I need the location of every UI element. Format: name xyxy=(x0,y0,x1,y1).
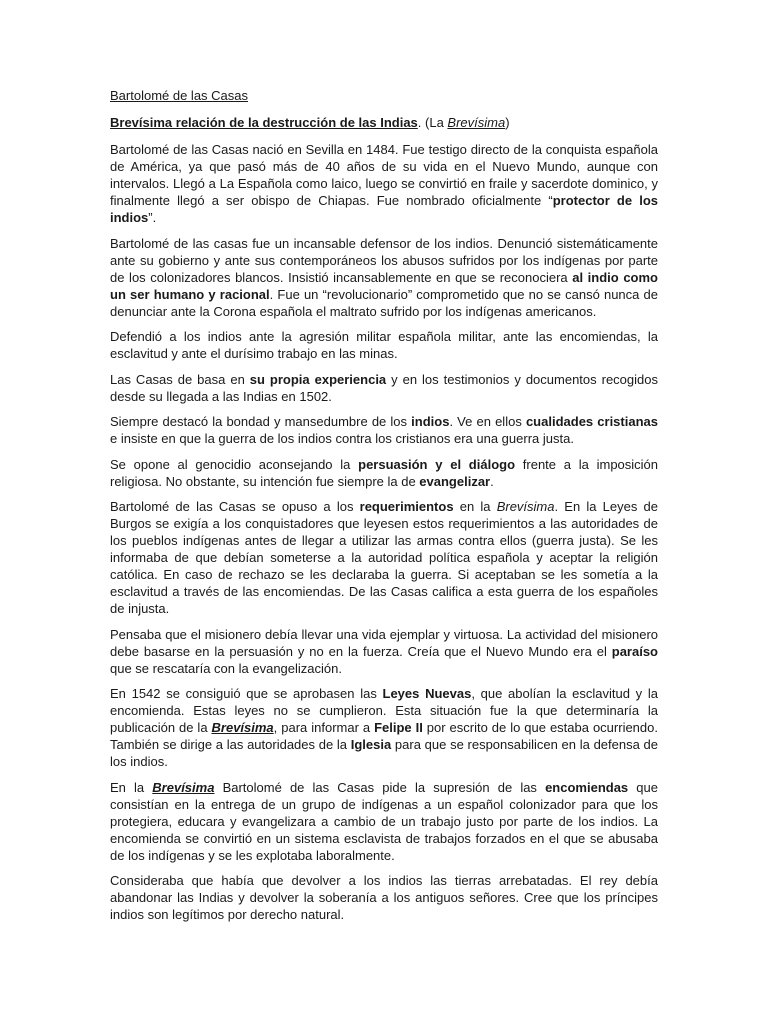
paragraph xyxy=(110,371,658,405)
bold-text: indios xyxy=(411,414,450,429)
bold-text: Brevísima xyxy=(211,720,274,735)
text-run: Pensaba que el misionero debía llevar una vida ejemplar y virtuosa. La actividad del misionero debe basarse en la persuasión y no en la fuerza. Creía que el Nuevo Mundo era el xyxy=(110,626,658,659)
title-text: Bartolomé de las Casas xyxy=(110,88,249,103)
work-title: Brevísima relación de la destrucción de las Indias xyxy=(110,115,418,130)
bold-text: Iglesia xyxy=(350,737,392,752)
document-title xyxy=(110,87,658,104)
text-run: por escrito de lo que estaba ocurriendo. También se dirige a las autoridades de la xyxy=(110,720,658,752)
bold-text: cualidades cristianas xyxy=(525,414,658,429)
work-short-title: Brevísima xyxy=(447,115,506,130)
paragraph xyxy=(110,872,658,923)
text-run: , que abolían la esclavitud y la encomienda. Estas leyes no se cumplieron. Esta situación fue la que determinaría la publicación de la xyxy=(110,686,658,735)
text-run: , para informar a xyxy=(273,720,375,735)
text-run: que consistían en la entrega de un grupo de indígenas a un español colonizador para que los protegiera, educara y evangelizara a cambio de un trabajo justo por parte de los indios. La encomienda se convirtió en un sistema esclavista de trabajos forzados en el que se abusaba de los indígenas y se les explotaba laboralmente. xyxy=(110,779,658,863)
text-run: e insiste en que la guerra de los indios contra los cristianos era una guerra justa. xyxy=(110,431,574,446)
text-run: frente a la imposición religiosa. No obstante, su intención fue siempre la de xyxy=(110,456,659,489)
paragraph xyxy=(110,779,658,864)
text-run: . Fue un “revolucionario” comprometido que no se cansó nunca de denunciar ante la Corona española el maltrato sufrido por los indígenas americanos. xyxy=(110,286,658,319)
text-run: para que se responsabilicen en la defensa de los indios. xyxy=(110,737,658,769)
bold-text: Leyes Nuevas xyxy=(382,686,472,701)
text-run: ”. xyxy=(148,210,157,225)
text-run: Bartolomé de las Casas pide la supresión de las xyxy=(214,779,546,795)
bold-text: su propia experiencia xyxy=(249,371,387,387)
bold-text: evangelizar xyxy=(419,473,491,489)
text-run: que se rescataría con la evangelización. xyxy=(110,660,342,676)
italic-text: Brevísima xyxy=(496,499,555,514)
subtitle-after: . (La xyxy=(417,115,448,130)
bold-text: paraíso xyxy=(611,643,658,659)
paragraph xyxy=(110,456,658,490)
bold-text: al indio como un ser humano y racional xyxy=(110,269,658,302)
text-run: Bartolomé de las Casas se opuso a los xyxy=(110,499,360,514)
text-run: Siempre destacó la bondad y mansedumbre de los xyxy=(110,414,412,429)
text-run: . En la Leyes de Burgos se exigía a los conquistadores que leyesen estos requerimientos a las autoridades de los pueblos indígenas antes de llegar a utilizar las armas contra ellos (guerra justa). Se les informaba de que debían someterse a la autoridad política española y aceptar la religión católica. En caso de rechazo se les declaraba la guerra. Si aceptaban se les sometía a la esclavitud a través de las encomiendas. De las Casas califica a esta guerra de los españoles de injusta. xyxy=(110,499,658,616)
bold-text: protector de los indios xyxy=(110,193,658,225)
text-run: Defendió a los indios ante la agresión militar española militar, ante las encomiendas, la esclavitud y ante el durísimo trabajo en las minas. xyxy=(110,329,658,361)
document-subtitle xyxy=(110,114,658,131)
text-run: . Ve en ellos xyxy=(449,414,526,429)
paragraph xyxy=(110,141,658,226)
text-run: Las Casas de basa en xyxy=(110,371,250,387)
paragraph xyxy=(110,235,658,320)
bold-text: persuasión y el diálogo xyxy=(358,456,516,472)
bold-text: Brevísima xyxy=(152,779,215,795)
text-run: Consideraba que había que devolver a los indios las tierras arrebatadas. El rey debía abandonar las Indias y devolver la soberanía a los antiguos señores. Cree que los príncipes indios son legítimos por derecho natural. xyxy=(110,873,658,922)
bold-text: encomiendas xyxy=(545,779,629,795)
text-run: en la xyxy=(453,499,497,514)
bold-text: Felipe II xyxy=(374,720,423,735)
paragraph xyxy=(110,498,658,617)
text-run: Se opone al genocidio aconsejando la xyxy=(110,456,359,472)
body-text xyxy=(110,141,658,923)
text-run: . xyxy=(490,473,494,489)
text-run: Bartolomé de las Casas nació en Sevilla en 1484. Fue testigo directo de la conquista española de América, ya que pasó más de 40 años de su vida en el Nuevo Mundo, aunque con intervalos. Llegó a La Española como laico, luego se convirtió en fraile y sacerdote dominico, y finalmente llegó a ser obispo de Chiapas. Fue nombrado oficialmente “ xyxy=(110,142,658,208)
text-run: En 1542 se consiguió que se aprobasen las xyxy=(110,686,383,701)
paragraph xyxy=(110,626,658,677)
text-run: En la xyxy=(110,779,153,795)
paragraph xyxy=(110,328,658,362)
paragraph xyxy=(110,413,658,447)
subtitle-close: ) xyxy=(505,115,510,130)
text-run: Bartolomé de las casas fue un incansable defensor de los indios. Denunció sistemáticamente ante su gobierno y ante sus contemporáneos los abusos sufridos por los indígenas por parte de los colonizadores blancos. Insistió incansablemente en que se reconociera xyxy=(110,235,658,285)
text-run: y en los testimonios y documentos recogidos desde su llegada a las Indias en 1502. xyxy=(110,371,658,404)
bold-text: requerimientos xyxy=(359,499,454,514)
paragraph xyxy=(110,685,658,770)
